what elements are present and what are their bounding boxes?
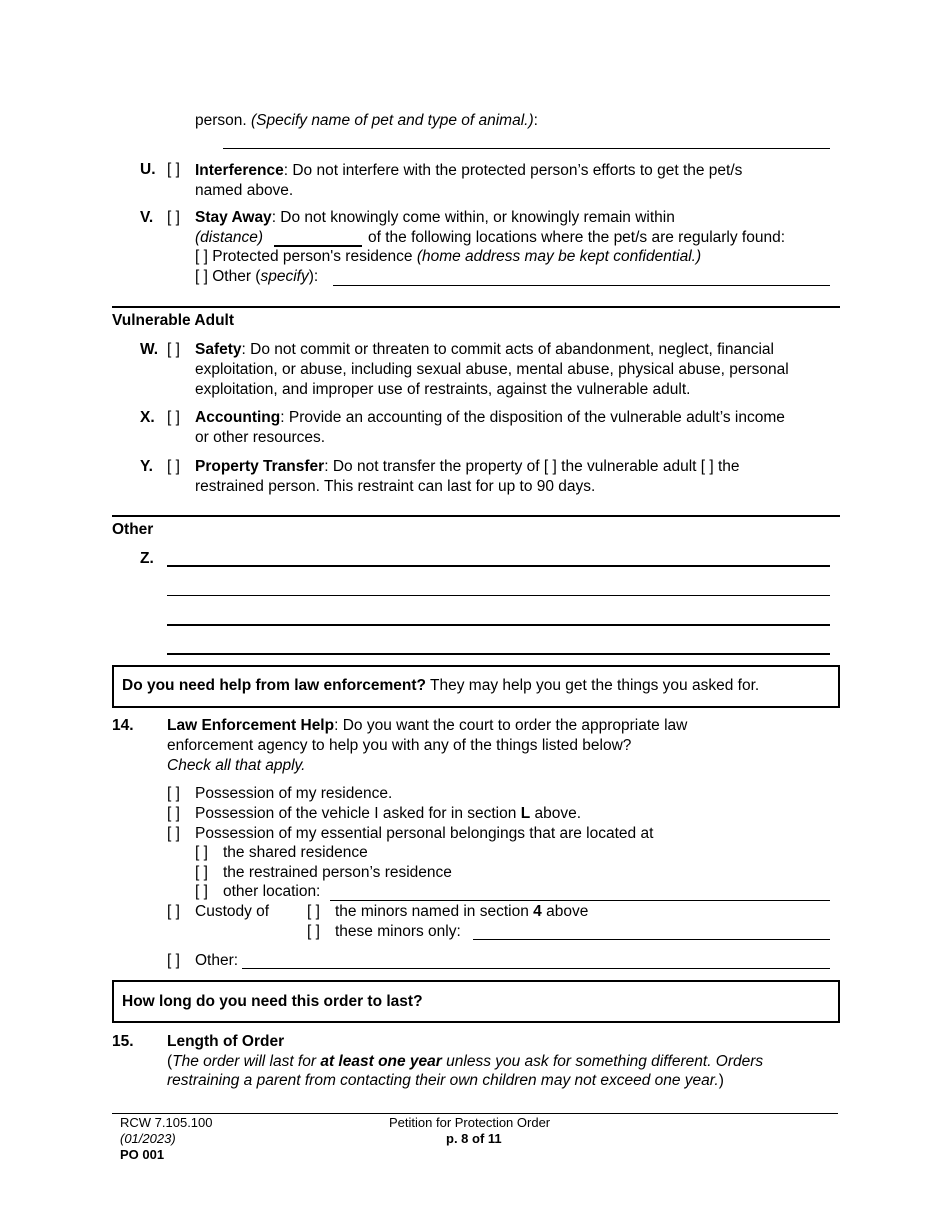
item-u-letter: U. (140, 161, 156, 178)
vehicle-possession-checkbox[interactable]: [ ] (167, 805, 180, 822)
item-v-checkbox[interactable]: [ ] (167, 209, 180, 226)
item-y-line2: restrained person. This restraint can last for up to 90 days. (195, 478, 596, 495)
shared-residence-checkbox[interactable]: [ ] (195, 844, 208, 861)
belongings-possession-label: Possession of my essential personal belongings that are located at (195, 825, 654, 842)
other-help-input[interactable] (242, 968, 830, 969)
footer-rule (112, 1113, 838, 1114)
other-location-field[interactable] (333, 285, 830, 286)
other-field-line-3[interactable] (167, 624, 830, 626)
footer-form-number: PO 001 (120, 1147, 165, 1162)
pet-name-field[interactable] (223, 148, 830, 149)
question-14-line1: Law Enforcement Help: Do you want the court to order the appropriate law (167, 717, 688, 734)
item-v-letter: V. (140, 209, 154, 226)
other-location-input[interactable] (330, 900, 830, 901)
question-14-line2: enforcement agency to help you with any of the things listed below? (167, 737, 632, 754)
other-field-line-2[interactable] (167, 595, 830, 596)
law-enforcement-callout: Do you need help from law enforcement? They may help you get the things you asked for. (112, 665, 840, 708)
item-w-line2: exploitation, or abuse, including sexual abuse, mental abuse, physical abuse, personal (195, 361, 789, 378)
item-v-line2: of the following locations where the pet/s are regularly found: (368, 229, 786, 246)
question-15-line1: (The order will last for at least one year unless you ask for something different. Orders (167, 1053, 764, 1070)
vehicle-possession-label: Possession of the vehicle I asked for in section L above. (195, 805, 582, 822)
question-14-instruction: Check all that apply. (167, 757, 306, 774)
other-location-label: other location: (223, 883, 321, 900)
residence-checkbox[interactable]: [ ] (195, 248, 208, 265)
these-minors-input[interactable] (473, 939, 830, 940)
restrained-residence-label: the restrained person’s residence (223, 864, 452, 881)
custody-label: Custody of (195, 903, 270, 920)
custody-checkbox[interactable]: [ ] (167, 903, 180, 920)
item-w-line3: exploitation, and improper use of restraints, against the vulnerable adult. (195, 381, 691, 398)
section-other: Other (112, 521, 154, 538)
item-z-letter: Z. (140, 550, 154, 567)
item-w-checkbox[interactable]: [ ] (167, 341, 180, 358)
item-u-checkbox[interactable]: [ ] (167, 161, 180, 178)
item-y-line1: Property Transfer: Do not transfer the property of [ ] the vulnerable adult [ ] the (195, 458, 740, 475)
custody-named-minors-label: the minors named in section 4 above (335, 903, 589, 920)
item-x-checkbox[interactable]: [ ] (167, 409, 180, 426)
question-15-line2: restraining a parent from contacting their own children may not exceed one year.) (167, 1072, 724, 1089)
question-14-number: 14. (112, 717, 134, 734)
other-help-checkbox[interactable]: [ ] (167, 952, 180, 969)
footer-rcw: RCW 7.105.100 (120, 1115, 213, 1130)
item-v-option-other: [ ] Other (specify): (195, 268, 319, 285)
residence-possession-checkbox[interactable]: [ ] (167, 785, 180, 802)
item-w-letter: W. (140, 341, 159, 358)
section-divider (112, 515, 840, 517)
belongings-possession-checkbox[interactable]: [ ] (167, 825, 180, 842)
item-x-letter: X. (140, 409, 155, 426)
other-field-line-4[interactable] (167, 653, 830, 655)
item-w-line1: Safety: Do not commit or threaten to commit acts of abandonment, neglect, financial (195, 341, 774, 358)
vulnerable-adult-checkbox[interactable]: [ ] (543, 458, 557, 475)
distance-field[interactable] (274, 245, 362, 247)
other-field-line-1[interactable] (167, 565, 830, 567)
other-location-checkbox[interactable]: [ ] (195, 268, 208, 285)
question-15-title: Length of Order (167, 1033, 285, 1050)
footer-date: (01/2023) (120, 1131, 176, 1146)
item-y-letter: Y. (140, 458, 153, 475)
question-15-number: 15. (112, 1033, 134, 1050)
item-y-checkbox[interactable]: [ ] (167, 458, 180, 475)
restrained-person-checkbox[interactable]: [ ] (700, 458, 714, 475)
item-x-line1: Accounting: Provide an accounting of the disposition of the vulnerable adult’s income (195, 409, 785, 426)
section-divider (112, 306, 840, 308)
item-v-option-residence: [ ] Protected person's residence (home address may be kept confidential.) (195, 248, 702, 265)
custody-these-minors-checkbox[interactable]: [ ] (307, 923, 320, 940)
item-x-line2: or other resources. (195, 429, 326, 446)
residence-possession-label: Possession of my residence. (195, 785, 393, 802)
footer-title: Petition for Protection Order (389, 1115, 551, 1130)
other-help-label: Other: (195, 952, 239, 969)
restrained-residence-checkbox[interactable]: [ ] (195, 864, 208, 881)
item-v-line1: Stay Away: Do not knowingly come within, or knowingly remain within (195, 209, 675, 226)
custody-named-minors-checkbox[interactable]: [ ] (307, 903, 320, 920)
shared-residence-label: the shared residence (223, 844, 368, 861)
distance-label: (distance) (195, 229, 264, 246)
section-vulnerable-adult: Vulnerable Adult (112, 312, 235, 329)
continuation-text: person. (Specify name of pet and type of animal.): (195, 112, 538, 129)
order-length-callout: How long do you need this order to last? (112, 980, 840, 1023)
footer-page: p. 8 of 11 (446, 1131, 502, 1146)
custody-these-minors-label: these minors only: (335, 923, 461, 940)
other-location-checkbox-14[interactable]: [ ] (195, 883, 208, 900)
